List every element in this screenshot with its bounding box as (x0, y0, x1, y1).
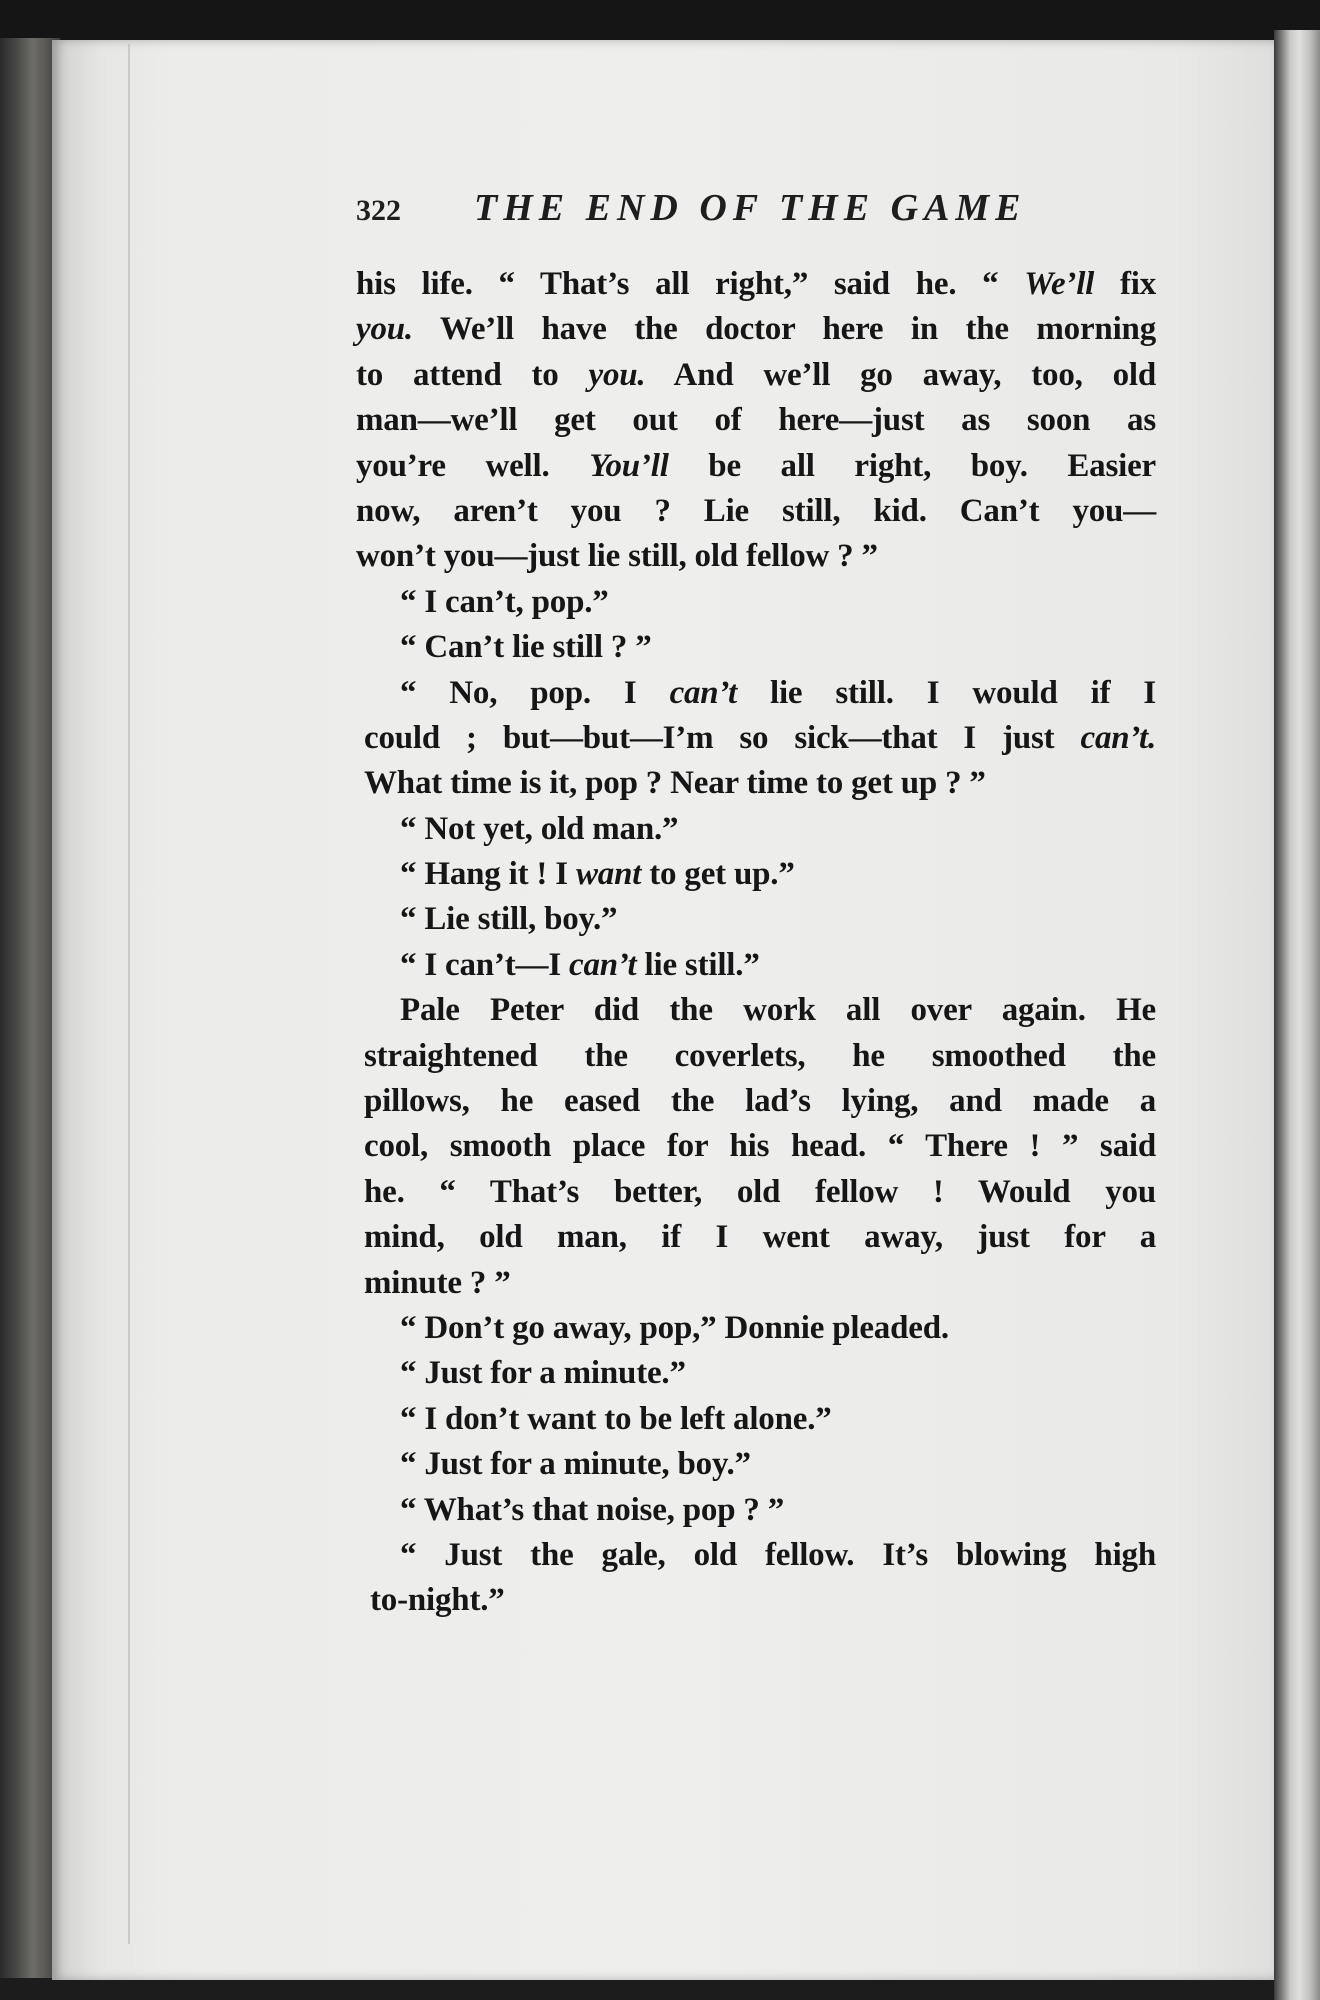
line-text: to get up.” (641, 856, 795, 893)
line-text: “ Just the gale, old fellow. It’s blowing high (400, 1536, 1156, 1573)
text-line (356, 489, 1156, 534)
running-title: THE END OF THE GAME (474, 187, 1027, 229)
line-text: to attend to (356, 356, 589, 393)
text-line (356, 1578, 1156, 1623)
line-text: man—we’ll get out of here—just as soon as (356, 402, 1156, 439)
line-text: “ Not yet, old man.” (400, 810, 679, 847)
page-number: 322 (356, 194, 401, 227)
line-text: “ Just for a minute, boy.” (400, 1446, 751, 1483)
text-line (356, 1215, 1156, 1260)
text-line (356, 444, 1156, 489)
line-text: lie still.” (636, 946, 760, 983)
line-text: “ Don’t go away, pop,” Donnie pleaded. (400, 1309, 949, 1346)
text-line (356, 398, 1156, 443)
line-text: “ What’s that noise, pop ? ” (400, 1491, 785, 1528)
text-line (356, 1533, 1156, 1578)
text-line (356, 307, 1156, 352)
text-line (356, 1124, 1156, 1169)
text-line (356, 1079, 1156, 1124)
line-text: fix (1094, 266, 1156, 302)
text-line (356, 1034, 1156, 1079)
line-text: he. “ That’s better, old fellow ! Would you (364, 1173, 1156, 1210)
italic-text: can’t (569, 946, 637, 983)
line-text: “ I can’t—I (400, 946, 570, 983)
text-line (356, 1261, 1156, 1306)
line-text: could ; but—but—I’m so sick—that I just (364, 719, 1081, 756)
text-line (356, 716, 1156, 761)
line-text: We’ll have the doctor here in the morning (412, 311, 1156, 348)
text-line (356, 943, 1156, 988)
scan-top-border (0, 0, 1320, 40)
line-text: “ I don’t want to be left alone.” (400, 1400, 832, 1437)
text-line (356, 988, 1156, 1033)
text-line (356, 807, 1156, 852)
scan-right-border (1274, 30, 1320, 2000)
text-line (356, 262, 1156, 307)
line-text: “ No, pop. I (400, 674, 670, 711)
text-line (356, 897, 1156, 942)
text-line (356, 852, 1156, 897)
line-text: won’t you—just lie still, old fellow ? ” (356, 538, 878, 575)
line-text: minute ? ” (364, 1264, 511, 1301)
line-text: “ Can’t lie still ? ” (400, 629, 652, 666)
book-spine-edge (0, 38, 60, 1978)
line-text: to-night.” (370, 1582, 505, 1619)
page-fold-line (128, 44, 130, 1944)
line-text: Pale Peter did the work all over again. He (400, 992, 1156, 1029)
line-text: And we’ll go away, too, old (645, 356, 1156, 393)
italic-text: you. (356, 311, 413, 348)
line-text: you’re well. (356, 447, 590, 484)
line-text: lie still. I would if I (737, 674, 1156, 711)
text-line (356, 1170, 1156, 1215)
italic-text: want (575, 856, 642, 893)
running-head (356, 186, 1056, 238)
line-text: What time is it, pop ? Near time to get up ? ” (364, 765, 986, 802)
line-text: “ Hang it ! I (400, 856, 576, 893)
line-text: now, aren’t you ? Lie still, kid. Can’t you— (356, 492, 1156, 529)
line-text: “ Just for a minute.” (400, 1355, 686, 1392)
italic-text: can’t (669, 674, 737, 711)
text-line (356, 671, 1156, 716)
text-line (356, 761, 1156, 806)
italic-text: you. (588, 356, 646, 393)
text-line (356, 625, 1156, 670)
text-line (356, 534, 1156, 579)
text-line (356, 1397, 1156, 1442)
line-text: be all right, boy. Easier (668, 447, 1156, 484)
line-text: “ I can’t, pop.” (400, 583, 609, 620)
text-line (356, 1306, 1156, 1351)
text-line (356, 1351, 1156, 1396)
italic-text: can’t. (1080, 719, 1156, 756)
text-line (356, 580, 1156, 625)
text-line (356, 1488, 1156, 1533)
line-text: “ Lie still, boy.” (400, 901, 618, 938)
body-text (356, 262, 1156, 1624)
line-text: his life. “ That’s all right,” said he. “ (356, 266, 1025, 302)
line-text: pillows, he eased the lad’s lying, and made a (364, 1083, 1156, 1120)
italic-text: You’ll (589, 447, 669, 484)
line-text: straightened the coverlets, he smoothed the (364, 1037, 1156, 1074)
text-line (356, 1442, 1156, 1487)
italic-text: We’ll (1024, 266, 1095, 302)
text-line (356, 353, 1156, 398)
line-text: cool, smooth place for his head. “ There ! ” said (364, 1128, 1156, 1165)
line-text: mind, old man, if I went away, just for a (364, 1219, 1156, 1256)
